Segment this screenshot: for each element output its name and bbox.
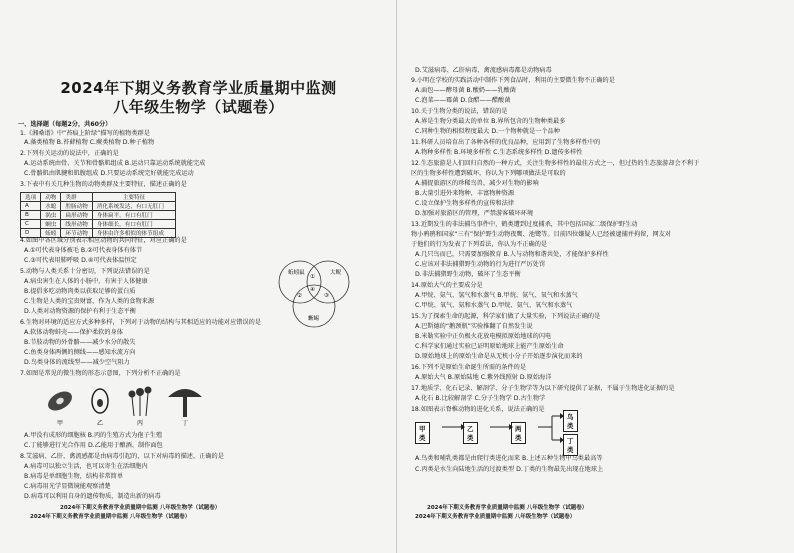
- q13-option-d: D.非法捕猎野生动物，破坏了生态平衡: [415, 271, 521, 278]
- venn-label-c: 蜥蜴: [308, 316, 320, 322]
- mold-figure: [129, 387, 152, 417]
- table-cell: C: [21, 220, 41, 229]
- question-2: 2.下列有关运动的说法中，正确的是: [20, 150, 119, 157]
- question-12: 12.生态旅游是人们回归自然的一种方式，关注生物多样性的最佳方式之一，但过热的生态旅游却会不利于: [411, 160, 700, 167]
- table-cell: 扁形动物: [61, 211, 92, 220]
- q15-option-b: B.米勒实验中正负极火花放电模拟原始地球的闪电: [415, 333, 552, 340]
- q7-options-ab: A.甲没有成形的细胞核 B.丙的生殖方式为孢子生殖: [24, 432, 163, 439]
- tree-node-yi: 乙类: [463, 422, 478, 444]
- q15-option-a: A.巴斯德的“鹅颈瓶”实验推翻了自然发生说: [415, 323, 533, 330]
- q18-options-cd: C.丙类是水生向陆地生活的过渡类型 D.丁类的生物最先出现在地球上: [415, 466, 604, 473]
- page-footer: 2024年下期义务教育学业质量期中监测 八年级生物学（试题卷）: [60, 505, 221, 511]
- figure-label-bing: 丙: [137, 420, 144, 427]
- figure-label-jia: 甲: [57, 420, 64, 427]
- figure-label-yi: 乙: [97, 420, 104, 427]
- q15-option-c: C.科学家们通过实验已证明原始地球上能产生原始生命: [415, 343, 564, 350]
- page-footer: 2024年下期义务教育学业质量期中监测 八年级生物学（试题卷）: [30, 514, 191, 520]
- question-13: 13.近期发生的非法捕鸟事件中，鹤类遭到过度捕杀，其中包括国家二级保护野生动: [411, 221, 638, 228]
- q5-option-b: B.提倡多吃动物肉类以获取足够的蛋白质: [24, 288, 136, 295]
- q1-options: A.藻类植物 B.苔藓植物 C.蕨类植物 D.种子植物: [24, 139, 155, 146]
- q2-options-ab: A.运动系统由骨、关节和骨骼肌组成 B.运动只靠运动系统就能完成: [24, 160, 206, 167]
- table-cell: B: [21, 211, 41, 220]
- question-7: 7.如图是常见的微生物的形态示意图，下列分析不正确的是: [20, 370, 181, 377]
- page-footer: 2024年下期义务教育学业质量期中监测 八年级生物学（试题卷）: [415, 514, 576, 520]
- table-cell: 线形动物: [61, 220, 92, 229]
- q6-option-c: C.鱼类身体两侧的侧线——感知水流方向: [24, 349, 136, 356]
- q6-option-d: D.鸟类身体的流线型——减少空气阻力: [24, 359, 130, 366]
- q8-option-d-cont: D.艾滋病毒、乙肝病毒、禽流感病毒都是动物病毒: [415, 67, 552, 74]
- q12-option-a: A.捕捉旅游区的珍稀鸟兽，减少对生物的影响: [415, 180, 539, 187]
- table-cell: A: [21, 202, 41, 211]
- q5-option-c: C.生物是人类的宝贵财富，作为人类的食物来源: [24, 298, 155, 305]
- question-18: 18.如图表示脊椎动物的进化关系，说法正确的是: [411, 406, 545, 413]
- table-cell: 身体扁平，有口有肛门: [92, 211, 175, 220]
- table-cell: 消化系统发达，有口无肛门: [92, 202, 175, 211]
- q14-options-cd: C.甲烷、氧气、氨和水蒸气 D.甲烷、氨气、氧气和水蒸气: [415, 302, 573, 309]
- table-cell: 腔肠动物: [61, 202, 92, 211]
- question-1: 1.《湘桑谱》中“苔痕上阶绿”描写的植物类群是: [20, 130, 150, 137]
- q5-option-a: A.病虫害生在人体的小肠中，有害于人体健康: [24, 278, 148, 285]
- table-cell: 环节动物: [61, 229, 92, 238]
- question-3: 3.下表中有关几种生物的动物类群及主要特征，描述正确的是: [20, 181, 187, 188]
- q6-option-a: A.软体动物蚌壳——保护柔软的身体: [24, 329, 123, 336]
- bacterium-figure: [45, 388, 76, 415]
- venn-num-1: ①: [310, 274, 315, 280]
- q12-option-d: D.加强对旅游区的管理，严禁游客破坏环境: [415, 210, 534, 217]
- q8-option-d: D.病毒可以利用自身的遗传物质，制造出新的病毒: [24, 493, 161, 500]
- table-cell: 涡虫: [41, 211, 61, 220]
- exam-subtitle: 八年级生物学（试题卷）: [113, 98, 284, 116]
- q9-options-ab: A.面包——酵母菌 B.酸奶——乳酸菌: [415, 87, 516, 94]
- table-header: 选项: [21, 193, 41, 202]
- q12-option-c: C.设立保护生物多样性的宣传和法律: [415, 200, 515, 207]
- venn-label-b: 大鲵: [330, 270, 342, 276]
- question-12-cont: 区的生物多样性遭到破坏，你认为下列哪项做法是可取的: [411, 170, 566, 177]
- table-cell: 水螅: [41, 202, 61, 211]
- table-header: 类群: [61, 193, 92, 202]
- figure-label-ding: 丁: [182, 420, 189, 427]
- venn-num-2: ②: [297, 293, 302, 299]
- q13-option-c: C.应该对非法捕猎野生动物的行为进行严厉处罚: [415, 261, 546, 268]
- tree-node-bing: 两类: [511, 422, 526, 444]
- table-cell: D: [21, 229, 41, 238]
- table-cell: 身体由许多相似的体节组成: [92, 229, 175, 238]
- question-6: 6.生物对环境的适应方式多种多样，下列对于动物的结构与其相适应的功能对应错误的是: [20, 319, 262, 326]
- section-heading: 一、选择题（每题2分，共60分）: [18, 121, 112, 128]
- question-11: 11.科研人员培育出了各种各样的优良品种，应用到了生物多样性中的: [411, 139, 601, 146]
- tree-node-ding: 丁类: [563, 434, 578, 456]
- table-cell: 蛔虫: [41, 220, 61, 229]
- mushroom-figure: [168, 389, 202, 417]
- q5-option-d: D.人类对动物资源的保护有利于生态平衡: [24, 308, 136, 315]
- question-8: 8.艾滋病、乙肝、禽流感都是由病毒引起的，以下对病毒的描述，正确的是: [20, 453, 224, 460]
- q8-option-c: C.病毒用光学显微镜能观察清楚: [24, 483, 111, 490]
- right-page: [397, 0, 794, 553]
- page-footer: 2024年下期义务教育学业质量期中监测 八年级生物学（试题卷）: [427, 505, 588, 511]
- q9-options-cd: C.泡菜——霉菌 D.食醋——醋酸菌: [415, 97, 511, 104]
- question-16: 16.下列不是原始生命诞生所需的条件的是: [411, 364, 527, 371]
- venn-diagram: [270, 254, 360, 336]
- yeast-figure: [92, 389, 108, 413]
- table-cell: 蚯蚓: [41, 229, 61, 238]
- q2-options-cd: C.骨骼肌由肌腱和肌腹组成 D.只要运动系统完好就能完成运动: [24, 170, 194, 177]
- question-10: 10.关于生物分类的说法，错误的是: [411, 108, 508, 115]
- q10-options-ab: A.界是生物分类最大的单位 B.界所包含的生物种类最多: [415, 118, 566, 125]
- q10-options-cd: C.同种生物的相似程度最大 D.一个物种就是一个品种: [415, 128, 560, 135]
- exam-title: 2024年下期义务教育学业质量期中监测: [60, 79, 337, 97]
- q16-options: A.原始大气 B.原始陆地 C.紫外线照射 D.原始海洋: [415, 374, 552, 381]
- question-4: 4.如图中各区域分别表示相应动物的共同特征，对应正确的是: [20, 237, 187, 244]
- q11-options: A.物种多样性 B.环境多样性 C.生态系统多样性 D.遗传多样性: [415, 149, 583, 156]
- q15-option-d: D.原始地球上的原始生命是从无机小分子开始逐步演化而来的: [415, 353, 583, 360]
- q4-options-ab: A.①可代表身体被毛 B.②可代表身体有体节: [24, 247, 143, 254]
- q18-options-ab: A.鸟类和哺乳类都是由爬行类进化而来 B.上述五种生物中乌类最高等: [415, 455, 603, 462]
- tree-node-jia: 甲类: [415, 422, 430, 444]
- tree-arrows: [397, 400, 597, 450]
- venn-num-3: ③: [324, 293, 329, 299]
- venn-label-a: 蚯蚓鼠: [288, 270, 305, 276]
- table-cell: 身体细长，有口有肛门: [92, 220, 175, 229]
- q13-options-ab: A.几只鸟而已，只需要加强教育 B.人与动物和谐共处，才能保护多样性: [415, 251, 609, 258]
- q14-options-ab: A.甲烷、氨气、氢气和水蒸气 B.甲烷、氨气、氧气和水蒸气: [415, 292, 578, 299]
- tree-node-niao: 鸟类: [563, 410, 578, 432]
- table-header: 动物: [41, 193, 61, 202]
- table-header: 主要特征: [92, 193, 175, 202]
- question-9: 9.小明在学校的实践活动中制作下列食品时，利用的主要微生物不正确的是: [411, 77, 615, 84]
- q8-option-b: B.病毒是单细胞生物，结构非常简单: [24, 473, 124, 480]
- q7-options-cd: C.丁能够进行光合作用 D.乙能用于酿酒、制作面包: [24, 442, 163, 449]
- q6-option-b: B.节肢动物的外骨骼——减少水分的散失: [24, 339, 136, 346]
- question-14: 14.原始大气的主要成分是: [411, 282, 483, 289]
- q8-option-a: A.病毒可以独立生活，也可以寄生在活细胞内: [24, 463, 148, 470]
- question-13-cont: 物小鸦鹃和国家“三有”保护野生动物夜鹰、池鹭等。目前四位嫌疑人已经被逮捕并拘留，网友对: [411, 231, 672, 238]
- question-15: 15.为了探索生命的起源，科学家们做了大量实验，下列说法正确的是: [411, 313, 601, 320]
- q3-table: [20, 192, 176, 238]
- question-17: 17.地质学、化石记录、解剖学、分子生物学等为以下研究提供了证据，不属于生物进化证据的是: [411, 385, 675, 392]
- q17-options: A.化石 B.比较解剖学 C.分子生物学 D.古生物学: [415, 395, 546, 402]
- microbe-figures: [40, 381, 210, 427]
- question-5: 5.动物与人类关系十分密切，下列说法错误的是: [20, 268, 150, 275]
- venn-num-4: ④: [310, 287, 315, 293]
- q12-option-b: B.大量引进外来物种，丰富物种资源: [415, 190, 515, 197]
- question-13-cont2: 于他们的行为发表了下列看法，你认为不正确的是: [411, 241, 548, 248]
- q4-options-cd: C.③可代表用肺呼吸 D.④可代表体温恒定: [24, 257, 137, 264]
